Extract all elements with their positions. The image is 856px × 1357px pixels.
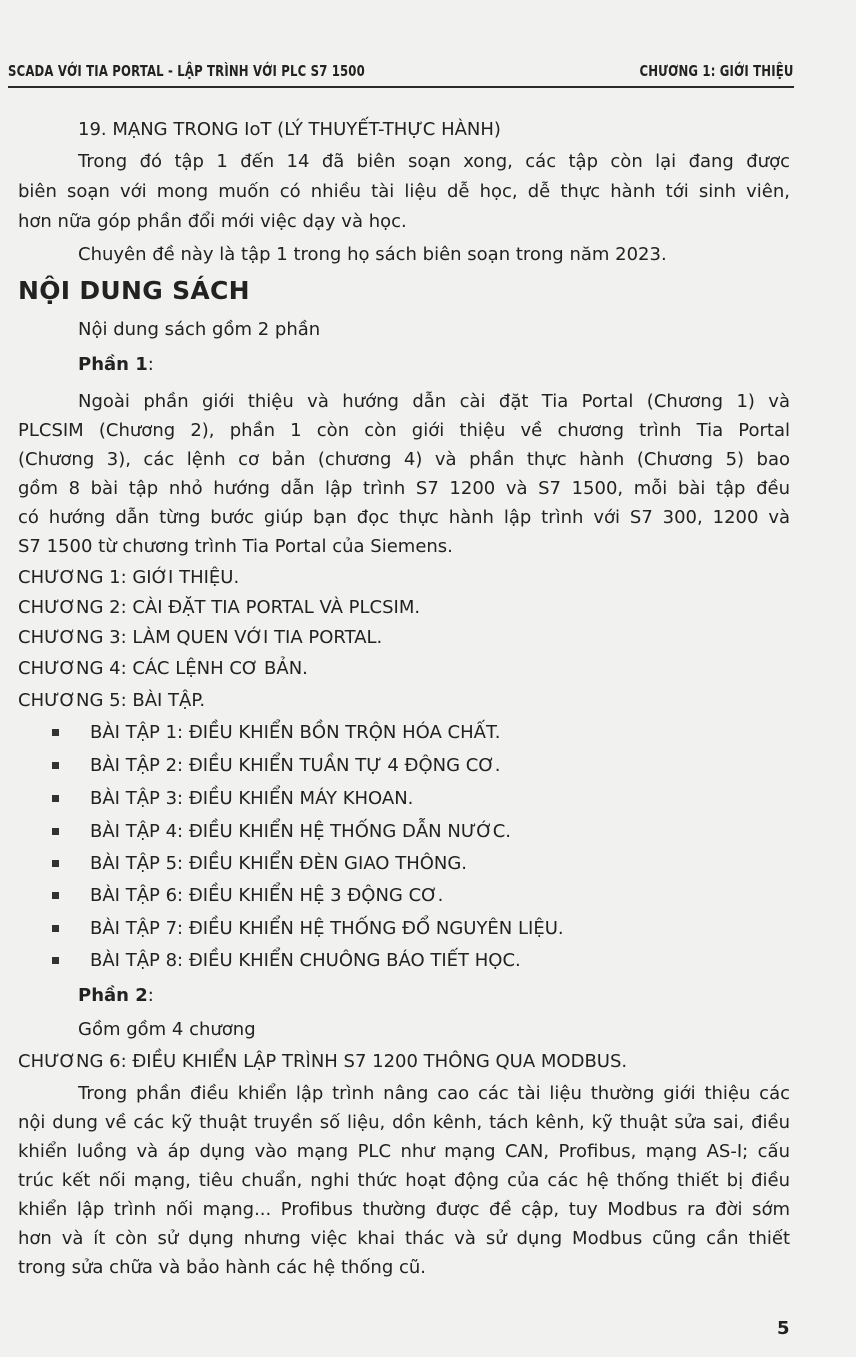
page-number: 5 <box>777 1318 790 1339</box>
bullet-icon <box>52 795 59 802</box>
part1-paragraph-line: PLCSIM (Chương 2), phần 1 còn còn giới thiệu về chương trình Tia Portal <box>18 420 790 441</box>
part2-paragraph-line: khiển lập trình nối mạng... Profibus thường được đề cập, tuy Modbus ra đời sớm <box>18 1199 790 1220</box>
chapter-item-3: CHƯƠNG 3: LÀM QUEN VỚI TIA PORTAL. <box>18 627 383 648</box>
bullet-icon <box>52 925 59 932</box>
header-chapter-title: CHƯƠNG 1: GIỚI THIỆU <box>639 62 794 80</box>
bullet-icon <box>52 957 59 964</box>
part1-title-text: Phần 1 <box>78 354 148 375</box>
part1-title-colon: : <box>147 354 154 375</box>
chapter-item-6: CHƯƠNG 6: ĐIỀU KHIỂN LẬP TRÌNH S7 1200 THÔNG QUA MODBUS. <box>18 1051 628 1072</box>
intro-paragraph-2: Chuyên đề này là tập 1 trong họ sách biên soạn trong năm 2023. <box>78 244 667 265</box>
list-item-19: 19. MẠNG TRONG IoT (LÝ THUYẾT-THỰC HÀNH) <box>78 119 501 140</box>
exercise-item-8: BÀI TẬP 8: ĐIỀU KHIỂN CHUÔNG BÁO TIẾT HỌC. <box>90 950 521 971</box>
bullet-icon <box>52 729 59 736</box>
part1-paragraph-line: gồm 8 bài tập nhỏ hướng dẫn lập trình S7 1200 và S7 1500, mỗi bài tập đều <box>18 478 790 499</box>
chapter-item-4: CHƯƠNG 4: CÁC LỆNH CƠ BẢN. <box>18 658 308 679</box>
part1-paragraph-line: S7 1500 từ chương trình Tia Portal của Siemens. <box>18 536 453 557</box>
exercise-item-2: BÀI TẬP 2: ĐIỀU KHIỂN TUẦN TỰ 4 ĐỘNG CƠ. <box>90 755 501 776</box>
section-heading: NỘI DUNG SÁCH <box>18 276 250 305</box>
exercise-item-1: BÀI TẬP 1: ĐIỀU KHIỂN BỒN TRỘN HÓA CHẤT. <box>90 722 501 743</box>
chapter-item-1: CHƯƠNG 1: GIỚI THIỆU. <box>18 567 240 588</box>
header-book-title: SCADA VỚI TIA PORTAL - LẬP TRÌNH VỚI PLC S7 1500 <box>8 62 365 80</box>
part2-title-text: Phần 2 <box>78 985 148 1006</box>
running-header <box>8 58 794 88</box>
part1-paragraph-line: có hướng dẫn từng bước giúp bạn đọc thực hành lập trình với S7 300, 1200 và <box>18 507 790 528</box>
part1-title <box>78 353 154 377</box>
exercise-item-5: BÀI TẬP 5: ĐIỀU KHIỂN ĐÈN GIAO THÔNG. <box>90 853 468 874</box>
part1-paragraph-line: (Chương 3), các lệnh cơ bản (chương 4) và phần thực hành (Chương 5) bao <box>18 449 790 470</box>
part2-title <box>78 984 154 1008</box>
bullet-icon <box>52 892 59 899</box>
chapter-item-5: CHƯƠNG 5: BÀI TẬP. <box>18 690 206 711</box>
bullet-icon <box>52 828 59 835</box>
part2-intro: Gồm gồm 4 chương <box>78 1019 256 1040</box>
exercise-item-7: BÀI TẬP 7: ĐIỀU KHIỂN HỆ THỐNG ĐỔ NGUYÊN LIỆU. <box>90 918 564 939</box>
exercise-item-3: BÀI TẬP 3: ĐIỀU KHIỂN MÁY KHOAN. <box>90 788 414 809</box>
chapter-item-2: CHƯƠNG 2: CÀI ĐẶT TIA PORTAL VÀ PLCSIM. <box>18 597 421 618</box>
exercise-item-6: BÀI TẬP 6: ĐIỀU KHIỂN HỆ 3 ĐỘNG CƠ. <box>90 885 444 906</box>
part2-paragraph-line: khiển luồng và áp dụng vào mạng PLC như mạng CAN, Profibus, mạng AS-I; cấu <box>18 1141 790 1162</box>
part2-title-colon: : <box>147 985 154 1006</box>
intro-paragraph-line: Trong đó tập 1 đến 14 đã biên soạn xong, các tập còn lại đang được <box>78 151 790 172</box>
part2-paragraph-line: trong sửa chữa và bảo hành các hệ thống cũ. <box>18 1257 427 1278</box>
exercise-item-4: BÀI TẬP 4: ĐIỀU KHIỂN HỆ THỐNG DẪN NƯỚC. <box>90 821 512 842</box>
intro-paragraph-line: hơn nữa góp phần đổi mới việc dạy và học. <box>18 211 407 232</box>
part2-paragraph-line: trúc kết nối mạng, tiêu chuẩn, nghi thức hoạt động của các hệ thống thiết bị điều <box>18 1170 790 1191</box>
part2-paragraph-line: Trong phần điều khiển lập trình nâng cao các tài liệu thường giới thiệu các <box>78 1083 790 1104</box>
part2-paragraph-line: nội dung về các kỹ thuật truyền số liệu, dồn kênh, tách kênh, kỹ thuật sửa sai, điều <box>18 1112 790 1133</box>
part2-paragraph-line: hơn và ít còn sử dụng nhưng việc khai thác và sử dụng Modbus cũng cần thiết <box>18 1228 790 1249</box>
intro-paragraph-line: biên soạn với mong muốn có nhiều tài liệu dễ học, dễ thực hành tới sinh viên, <box>18 181 790 202</box>
bullet-icon <box>52 762 59 769</box>
bullet-icon <box>52 860 59 867</box>
part1-paragraph-line: Ngoài phần giới thiệu và hướng dẫn cài đặt Tia Portal (Chương 1) và <box>78 391 790 412</box>
content-intro: Nội dung sách gồm 2 phần <box>78 319 321 340</box>
